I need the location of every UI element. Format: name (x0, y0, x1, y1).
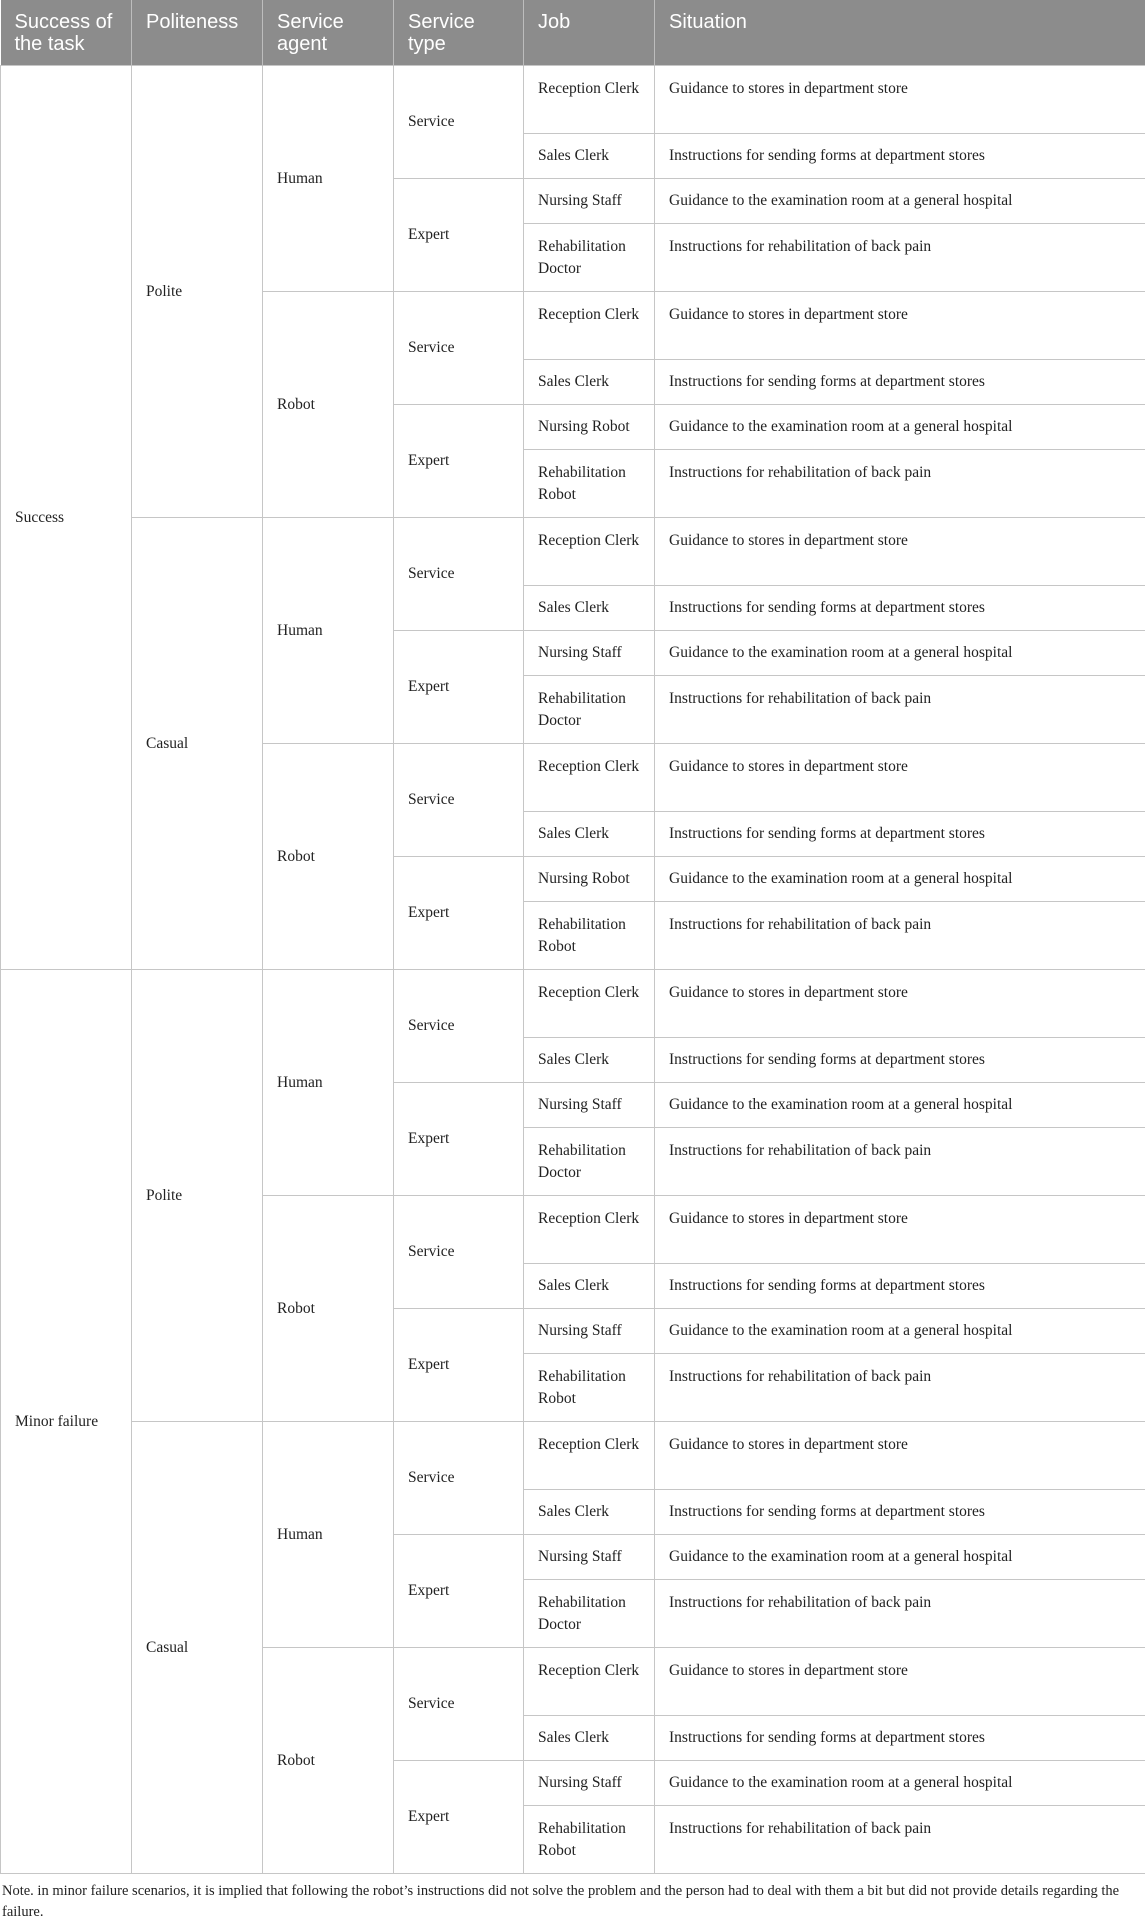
job-cell: Rehabilitation Doctor (524, 224, 655, 292)
situation-cell: Guidance to the examination room at a general hospital (655, 857, 1145, 902)
situation-cell: Instructions for rehabilitation of back pain (655, 224, 1145, 292)
job-cell: Sales Clerk (524, 1038, 655, 1083)
job-cell: Rehabilitation Robot (524, 1354, 655, 1422)
situation-cell: Instructions for sending forms at department stores (655, 134, 1145, 179)
success-cell: Success (1, 66, 132, 970)
politeness-cell: Polite (132, 66, 263, 518)
type-cell: Service (394, 744, 524, 857)
situation-cell: Guidance to the examination room at a general hospital (655, 1083, 1145, 1128)
type-cell: Service (394, 66, 524, 179)
job-cell: Sales Clerk (524, 1264, 655, 1309)
situation-cell: Instructions for sending forms at department stores (655, 1490, 1145, 1535)
situation-cell: Instructions for sending forms at department stores (655, 586, 1145, 631)
situation-cell: Instructions for sending forms at department stores (655, 360, 1145, 405)
situation-cell: Guidance to the examination room at a general hospital (655, 179, 1145, 224)
situation-cell: Instructions for rehabilitation of back pain (655, 1806, 1145, 1874)
situation-cell: Guidance to stores in department store (655, 1196, 1145, 1264)
situation-cell: Guidance to stores in department store (655, 1422, 1145, 1490)
job-cell: Rehabilitation Robot (524, 902, 655, 970)
situation-cell: Instructions for rehabilitation of back pain (655, 1580, 1145, 1648)
job-cell: Nursing Staff (524, 631, 655, 676)
header-row (1, 0, 1145, 66)
situation-cell: Guidance to stores in department store (655, 744, 1145, 812)
type-cell: Expert (394, 405, 524, 518)
type-cell: Service (394, 292, 524, 405)
agent-cell: Human (263, 970, 394, 1196)
situation-cell: Guidance to stores in department store (655, 66, 1145, 134)
job-cell: Sales Clerk (524, 586, 655, 631)
job-cell: Reception Clerk (524, 1196, 655, 1264)
situation-cell: Instructions for rehabilitation of back pain (655, 1128, 1145, 1196)
situation-cell: Instructions for rehabilitation of back pain (655, 450, 1145, 518)
agent-cell: Human (263, 1422, 394, 1648)
situation-cell: Guidance to the examination room at a general hospital (655, 1761, 1145, 1806)
situation-cell: Instructions for sending forms at department stores (655, 812, 1145, 857)
agent-cell: Human (263, 66, 394, 292)
header-job: Job (524, 0, 655, 66)
job-cell: Nursing Staff (524, 1309, 655, 1354)
situation-cell: Guidance to stores in department store (655, 292, 1145, 360)
job-cell: Reception Clerk (524, 292, 655, 360)
situation-cell: Guidance to stores in department store (655, 1648, 1145, 1716)
type-cell: Service (394, 518, 524, 631)
job-cell: Reception Clerk (524, 970, 655, 1038)
situation-cell: Guidance to stores in department store (655, 518, 1145, 586)
job-cell: Sales Clerk (524, 1716, 655, 1761)
type-cell: Service (394, 970, 524, 1083)
table-row (1, 518, 1145, 586)
table-row (1, 970, 1145, 1038)
agent-cell: Robot (263, 1648, 394, 1874)
type-cell: Expert (394, 1535, 524, 1648)
type-cell: Expert (394, 857, 524, 970)
job-cell: Nursing Robot (524, 405, 655, 450)
job-cell: Nursing Staff (524, 179, 655, 224)
situation-cell: Instructions for sending forms at department stores (655, 1716, 1145, 1761)
type-cell: Expert (394, 631, 524, 744)
situation-cell: Guidance to the examination room at a general hospital (655, 1309, 1145, 1354)
job-cell: Nursing Robot (524, 857, 655, 902)
politeness-cell: Casual (132, 518, 263, 970)
agent-cell: Robot (263, 744, 394, 970)
situation-cell: Instructions for rehabilitation of back pain (655, 902, 1145, 970)
type-cell: Expert (394, 179, 524, 292)
politeness-cell: Casual (132, 1422, 263, 1874)
type-cell: Expert (394, 1309, 524, 1422)
table-row (1, 66, 1145, 134)
situation-cell: Instructions for rehabilitation of back pain (655, 676, 1145, 744)
header-success: Success of the task (1, 0, 132, 66)
job-cell: Rehabilitation Doctor (524, 1128, 655, 1196)
type-cell: Expert (394, 1083, 524, 1196)
situation-cell: Guidance to the examination room at a general hospital (655, 631, 1145, 676)
table-row (1, 1422, 1145, 1490)
job-cell: Sales Clerk (524, 134, 655, 179)
job-cell: Nursing Staff (524, 1083, 655, 1128)
header-service-type: Service type (394, 0, 524, 66)
job-cell: Sales Clerk (524, 1490, 655, 1535)
table-note: Note. in minor failure scenarios, it is implied that following the robot’s instructions did not solve the problem and the person had to deal with them a bit but did not provide details regarding the failure. (2, 1883, 1120, 1920)
job-cell: Rehabilitation Doctor (524, 1580, 655, 1648)
situation-cell: Guidance to the examination room at a general hospital (655, 405, 1145, 450)
job-cell: Sales Clerk (524, 812, 655, 857)
header-service-agent: Service agent (263, 0, 394, 66)
type-cell: Expert (394, 1761, 524, 1874)
situation-cell: Instructions for sending forms at department stores (655, 1264, 1145, 1309)
job-cell: Reception Clerk (524, 66, 655, 134)
agent-cell: Robot (263, 292, 394, 518)
job-cell: Rehabilitation Doctor (524, 676, 655, 744)
situation-cell: Instructions for sending forms at department stores (655, 1038, 1145, 1083)
job-cell: Reception Clerk (524, 518, 655, 586)
agent-cell: Human (263, 518, 394, 744)
job-cell: Reception Clerk (524, 1648, 655, 1716)
situation-cell: Guidance to stores in department store (655, 970, 1145, 1038)
type-cell: Service (394, 1196, 524, 1309)
situation-cell: Guidance to the examination room at a general hospital (655, 1535, 1145, 1580)
job-cell: Reception Clerk (524, 744, 655, 812)
success-cell: Minor failure (1, 970, 132, 1874)
type-cell: Service (394, 1422, 524, 1535)
politeness-cell: Polite (132, 970, 263, 1422)
header-politeness: Politeness (132, 0, 263, 66)
job-cell: Rehabilitation Robot (524, 1806, 655, 1874)
job-cell: Reception Clerk (524, 1422, 655, 1490)
job-cell: Rehabilitation Robot (524, 450, 655, 518)
type-cell: Service (394, 1648, 524, 1761)
agent-cell: Robot (263, 1196, 394, 1422)
header-situation: Situation (655, 0, 1145, 66)
job-cell: Nursing Staff (524, 1761, 655, 1806)
situation-cell: Instructions for rehabilitation of back pain (655, 1354, 1145, 1422)
job-cell: Nursing Staff (524, 1535, 655, 1580)
job-cell: Sales Clerk (524, 360, 655, 405)
